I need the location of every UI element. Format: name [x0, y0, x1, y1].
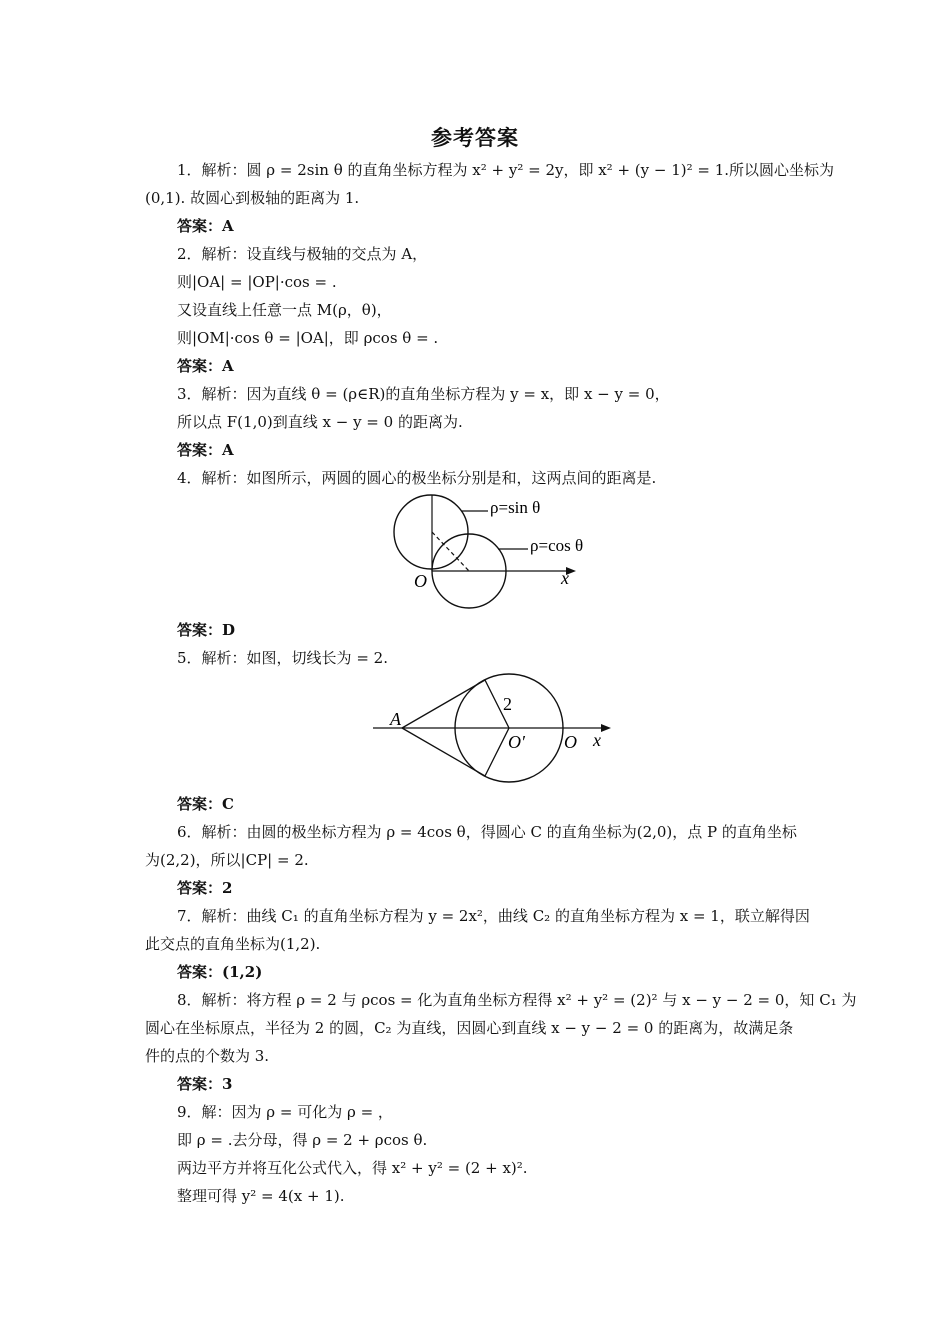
answer-2-line-2: 则|OA| = |OP|·cos = . [177, 273, 337, 291]
answer-3-line-1: 3．解析：因为直线 θ = (ρ∈R)的直角坐标方程为 y = x，即 x − y = 0， [177, 385, 670, 403]
figure-two-circles [380, 490, 620, 610]
label-point-a: A [390, 709, 401, 729]
answer-9-line-3: 两边平方并将互化公式代入，得 x² + y² = (2 + x)². [177, 1159, 528, 1177]
label-x-axis: x [561, 568, 569, 588]
tangent-upper [402, 680, 485, 728]
answer-9-line-2: 即 ρ = .去分母，得 ρ = 2 + ρcos θ. [177, 1131, 428, 1149]
answer-9-line-1: 9．解：因为 ρ = 可化为 ρ = ， [177, 1103, 393, 1121]
answer-2-line-1: 2．解析：设直线与极轴的交点为 A， [177, 245, 428, 263]
answer-1-result: 答案：A [177, 217, 234, 235]
answer-4-result: 答案：D [177, 621, 236, 639]
answer-6-result: 答案：2 [177, 879, 233, 897]
answer-1-line-2: (0,1). 故圆心到极轴的距离为 1. [145, 189, 360, 207]
answer-9-line-4: 整理可得 y² = 4(x + 1). [177, 1187, 345, 1205]
figure-tangent-lines [365, 670, 620, 785]
page-title: 参考答案 [431, 125, 519, 150]
radius-lower [485, 728, 509, 776]
axis-arrow-icon [601, 724, 611, 732]
label-origin: O [414, 571, 427, 591]
tangent-lower [402, 728, 485, 776]
answer-8-line-1: 8．解析：将方程 ρ = 2 与 ρcos = 化为直角坐标方程得 x² + y² = (2)² 与 x − y − 2 = 0，知 C₁ 为 [177, 991, 857, 1009]
answer-2-line-3: 又设直线上任意一点 M(ρ，θ)， [177, 301, 392, 319]
label-x-axis: x [593, 730, 601, 750]
answer-3-line-2: 所以点 F(1,0)到直线 x − y = 0 的距离为. [177, 413, 463, 431]
answer-6-line-1: 6．解析：由圆的极坐标方程为 ρ = 4cos θ，得圆心 C 的直角坐标为(2,0)，点 P 的直角坐标 [177, 823, 797, 841]
answer-4-line-1: 4．解析：如图所示，两圆的圆心的极坐标分别是和，这两点间的距离是. [177, 469, 657, 487]
label-rho-sin: ρ=sin θ [490, 498, 541, 517]
answer-7-line-1: 7．解析：曲线 C₁ 的直角坐标方程为 y = 2x²，曲线 C₂ 的直角坐标方程为 x = 1，联立解得因 [177, 907, 810, 925]
answer-7-line-2: 此交点的直角坐标为(1,2). [145, 935, 321, 953]
answer-6-line-2: 为(2,2)，所以|CP| = 2. [145, 851, 309, 869]
answer-8-line-2: 圆心在坐标原点，半径为 2 的圆，C₂ 为直线，因圆心到直线 x − y − 2 = 0 的距离为，故满足条 [145, 1019, 794, 1037]
answer-2-line-4: 则|OM|·cos θ = |OA|，即 ρcos θ = . [177, 329, 439, 347]
answer-5-result: 答案：C [177, 795, 234, 813]
answer-8-line-3: 件的点的个数为 3. [145, 1047, 270, 1065]
label-origin: O [564, 732, 577, 752]
answer-1-line-1: 1．解析：圆 ρ = 2sin θ 的直角坐标方程为 x² + y² = 2y，即 x² + (y − 1)² = 1.所以圆心坐标为 [177, 161, 835, 179]
label-length-2: 2 [503, 694, 512, 714]
answer-2-result: 答案：A [177, 357, 234, 375]
answer-5-line-1: 5．解析：如图，切线长为 = 2. [177, 649, 388, 667]
answer-3-result: 答案：A [177, 441, 234, 459]
label-rho-cos: ρ=cos θ [530, 536, 584, 555]
label-o-prime: O′ [508, 732, 525, 752]
answer-8-result: 答案：3 [177, 1075, 233, 1093]
answer-7-result: 答案：(1,2) [177, 963, 263, 981]
